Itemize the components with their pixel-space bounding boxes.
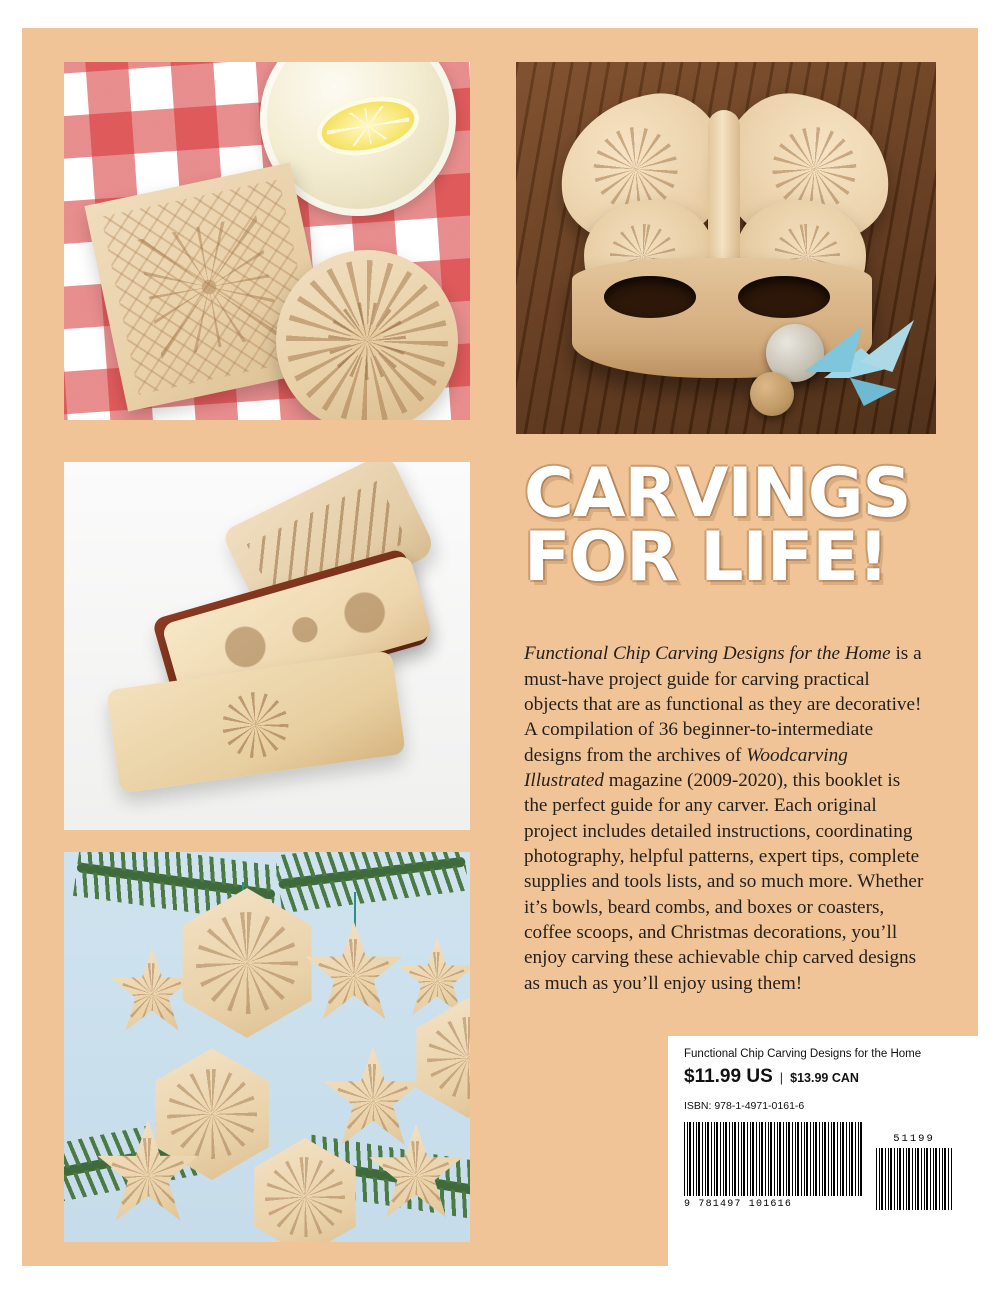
snowflake-ornament bbox=[408, 998, 470, 1118]
ean-digits: 9 781497 101616 bbox=[684, 1199, 793, 1210]
headline-line-1: CARVINGS bbox=[524, 454, 911, 533]
blurb-text-1: is a must-have project guide for carving practical objects that are as functional as they are decorative! A compilation of 36 beginner-to-intermediate designs from the archives of bbox=[524, 643, 922, 766]
cover-blurb bbox=[524, 641, 924, 996]
blurb-book-title: Functional Chip Carving Designs for the Home bbox=[524, 643, 891, 665]
butterfly-box-photo bbox=[516, 62, 936, 434]
paper-crane bbox=[804, 320, 914, 406]
barcode-block bbox=[668, 1036, 978, 1266]
evergreen-branch bbox=[278, 857, 466, 890]
page-left-margin bbox=[0, 0, 22, 1294]
box-opening-right bbox=[738, 276, 830, 318]
headline-line-2: FOR LIFE! bbox=[524, 517, 888, 597]
page-right-margin bbox=[978, 0, 1000, 1294]
ean-bars-icon bbox=[684, 1122, 862, 1196]
price-can: $13.99 CAN bbox=[790, 1071, 859, 1085]
box-opening-left bbox=[604, 276, 696, 318]
cover-headline bbox=[524, 454, 944, 597]
ean-barcode bbox=[684, 1122, 862, 1210]
snowflake-ornament bbox=[300, 922, 408, 1030]
coin-copper bbox=[750, 372, 794, 416]
snowflake-ornaments-photo bbox=[64, 852, 470, 1242]
round-coaster bbox=[276, 250, 458, 420]
barcode-book-title: Functional Chip Carving Designs for the Home bbox=[684, 1048, 922, 1060]
chip-carved-coasters-photo bbox=[64, 62, 470, 420]
blurb-magazine-title: Woodcarving Illustrated bbox=[524, 744, 848, 791]
beard-combs-photo bbox=[64, 462, 470, 830]
price-us: $11.99 US bbox=[684, 1066, 773, 1087]
addon-barcode bbox=[876, 1133, 952, 1210]
addon-digits: 51199 bbox=[893, 1133, 935, 1145]
barcode-graphics bbox=[684, 1122, 962, 1210]
isbn-label: ISBN: 978-1-4971-0161-6 bbox=[684, 1100, 805, 1112]
blurb-text-2: magazine (2009-2020), this booklet is the perfect guide for any carver. Each original project includes detailed instructions, coordinating photography, helpful patterns, expert tips, complete supplies and tools lists, and so much more. Whether it’s bowls, beard combs, and boxes or coasters, coffee scoops, and Christmas decorations, you’ll enjoy carving these achievable chip carved designs as much as you’ll enjoy using them! bbox=[524, 769, 924, 994]
addon-bars-icon bbox=[876, 1148, 952, 1210]
comb-front bbox=[106, 650, 406, 793]
price-separator: | bbox=[779, 1070, 784, 1085]
price-row bbox=[684, 1066, 962, 1088]
